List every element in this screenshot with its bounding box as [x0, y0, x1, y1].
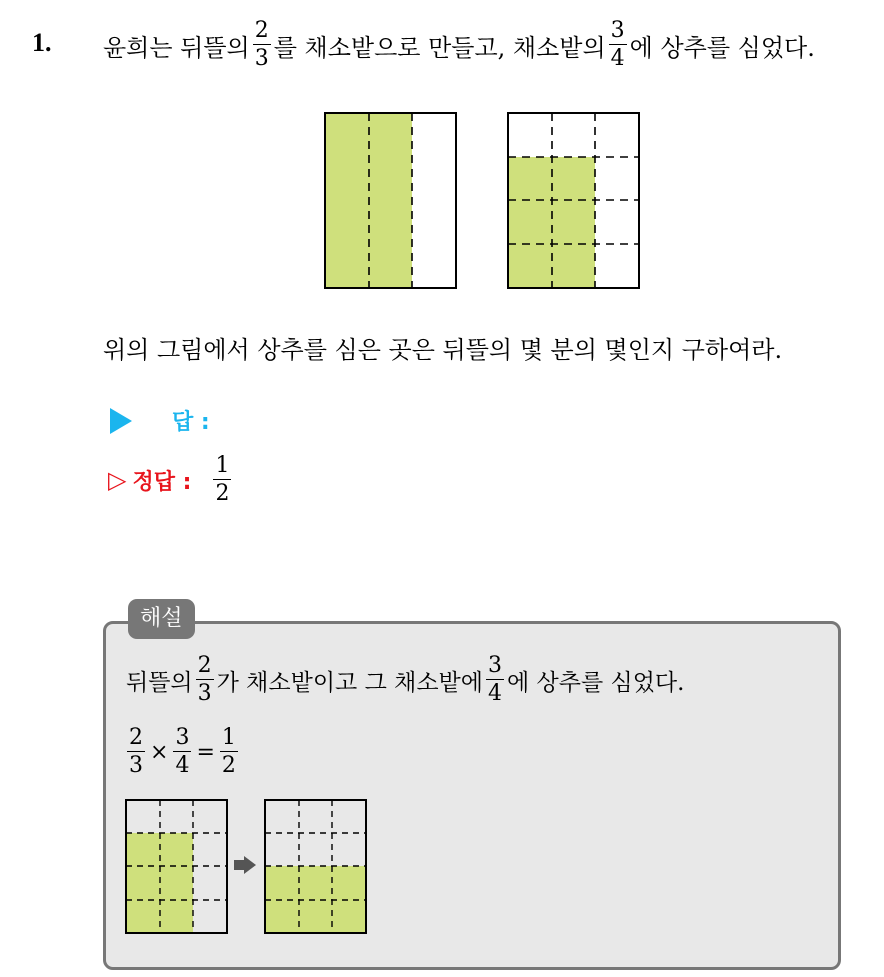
- diagram-columns-two-thirds: [325, 113, 456, 288]
- question-text: [103, 20, 815, 70]
- equation-fraction-a: $\frac{2}{3}$: [129, 725, 143, 778]
- question-number: 1.: [32, 28, 52, 57]
- question-text-before: 윤희는 뒤뜰의: [103, 33, 250, 62]
- question-text-mid: 를 채소밭으로 만들고, 채소밭의: [273, 33, 606, 62]
- equation-result: $\frac{1}{2}$: [221, 725, 236, 778]
- question-text-after: 에 상추를 심었다.: [629, 33, 815, 62]
- explanation-tab: 해설: [128, 599, 195, 639]
- answer-row: [110, 405, 210, 436]
- correct-answer-label: 정답 :: [132, 469, 192, 495]
- equals-sign: =: [196, 739, 215, 765]
- correct-answer-row: [108, 455, 234, 505]
- explanation-grid-after: [265, 800, 366, 933]
- times-sign: ×: [150, 739, 169, 765]
- explanation-text-before: 뒤뜰의: [126, 669, 193, 696]
- explanation-fraction-two-thirds: $\frac{2}{3}$: [197, 653, 212, 706]
- explanation-text-after: 에 상추를 심었다.: [507, 669, 685, 696]
- diagram-grid-three-quarters: [508, 113, 639, 288]
- explanation-diagram: [123, 797, 371, 937]
- explanation-grid-before: [126, 800, 227, 933]
- play-triangle-icon: [110, 408, 132, 434]
- question-fraction-three-quarters: $\frac{3}{4}$: [610, 18, 625, 71]
- arrow-right-icon: [234, 856, 256, 874]
- explanation-equation: [124, 727, 241, 777]
- question-diagram: [322, 110, 644, 292]
- equation-fraction-b: $\frac{3}{4}$: [175, 725, 190, 778]
- outline-triangle-icon: ▷: [108, 466, 127, 494]
- explanation-text-mid: 가 채소밭이고 그 채소밭에: [216, 669, 483, 696]
- sub-question: 위의 그림에서 상추를 심은 곳은 뒤뜰의 몇 분의 몇인지 구하여라.: [103, 336, 783, 364]
- explanation-text: [126, 655, 684, 705]
- correct-answer-fraction: $\frac{1}{2}$: [215, 453, 230, 506]
- question-fraction-two-thirds: $\frac{2}{3}$: [254, 18, 269, 71]
- explanation-fraction-three-quarters: $\frac{3}{4}$: [488, 653, 502, 706]
- answer-label: 답 :: [172, 410, 210, 435]
